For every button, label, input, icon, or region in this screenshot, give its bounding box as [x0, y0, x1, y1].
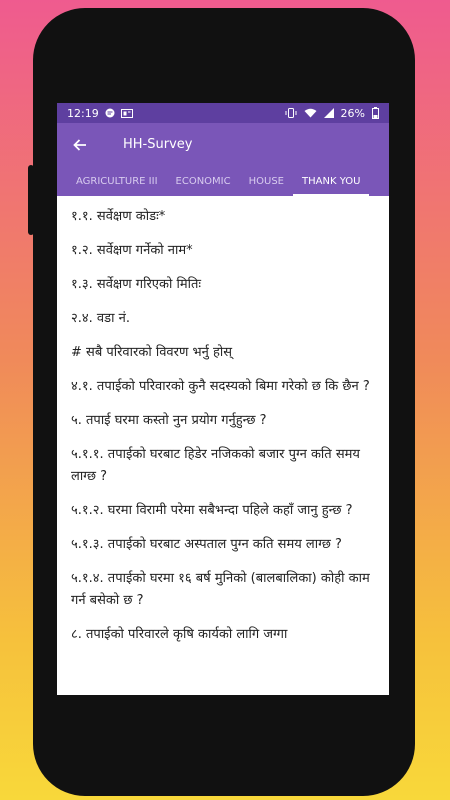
question-insurance[interactable]: ४.१. तपाईको परिवारको कुनै सदस्यको बिमा गरेको छ कि छैन ? [71, 379, 370, 394]
question-survey-date[interactable]: १.३. सर्वेक्षण गरिएको मितिः [71, 277, 202, 292]
back-arrow-icon [73, 139, 87, 151]
question-agricultural-land[interactable]: ८. तपाईको परिवारले कृषि कार्यको लागि जग्गा [71, 627, 288, 642]
question-surveyor-name[interactable]: १.२. सर्वेक्षण गर्नेको नाम* [71, 243, 193, 258]
wifi-icon [304, 108, 317, 118]
message-notification-icon [105, 108, 115, 118]
question-survey-code[interactable]: १.१. सर्वेक्षण कोडः* [71, 209, 166, 224]
vibrate-icon [285, 108, 297, 118]
battery-icon [372, 107, 379, 119]
app-bar [57, 123, 389, 166]
status-bar [57, 103, 389, 123]
question-child-labour[interactable]: ५.१.४. तपाईको घरमा १६ बर्ष मुनिको (बालबालिका) कोही काम गर्न बसेको छ ? [71, 571, 370, 608]
status-time: 12:19 [67, 106, 99, 120]
tab-economic[interactable]: ECONOMIC [175, 175, 231, 187]
battery-percentage: 26% [340, 106, 365, 120]
app-screen [57, 103, 389, 695]
tab-agriculture-iii[interactable]: AGRICULTURE III [76, 175, 158, 187]
question-sick-first-visit[interactable]: ५.१.२. घरमा विरामी परेमा सबैभन्दा पहिले कहाँ जानु हुन्छ ? [71, 503, 353, 518]
back-button[interactable] [57, 139, 103, 151]
question-list [57, 196, 389, 695]
screen-notification-icon [121, 109, 133, 118]
tab-house[interactable]: HOUSE [248, 175, 285, 187]
question-salt-usage[interactable]: ५. तपाई घरमा कस्तो नुन प्रयोग गर्नुहुन्छ ? [71, 413, 267, 428]
tab-thank-you[interactable]: THANK YOU [293, 166, 369, 196]
question-family-details[interactable]: # सबै परिवारको विवरण भर्नु होस् [71, 345, 233, 360]
question-market-distance[interactable]: ५.१.१. तपाईको घरबाट हिडेर नजिकको बजार पुग्न कति समय लाग्छ ? [71, 447, 360, 484]
phone-side-button [28, 165, 34, 235]
page-title: HH-Survey [123, 137, 193, 152]
signal-icon [324, 108, 334, 118]
question-hospital-distance[interactable]: ५.१.३. तपाईको घरबाट अस्पताल पुग्न कति समय लाग्छ ? [71, 537, 342, 552]
section-tabs [57, 166, 389, 196]
question-ward-number[interactable]: २.४. वडा नं. [71, 311, 130, 326]
